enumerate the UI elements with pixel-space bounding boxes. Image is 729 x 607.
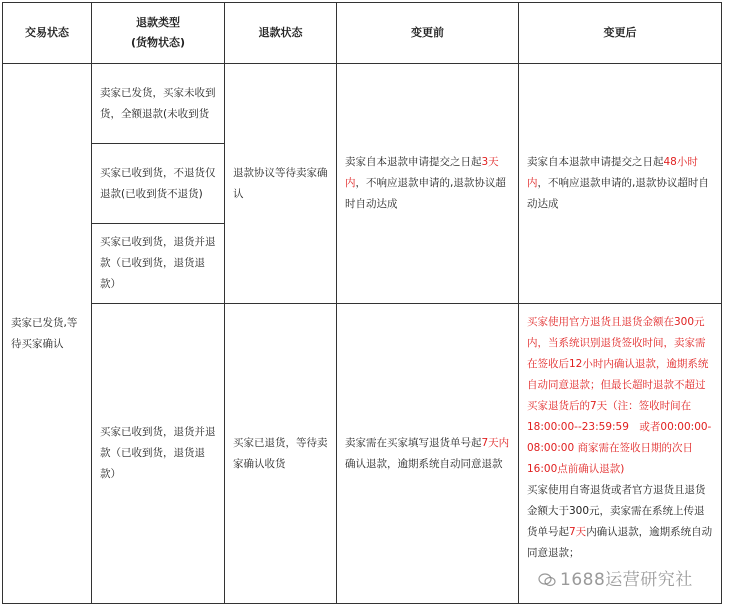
header-refund-status: 退款状态	[225, 3, 337, 64]
before-cell	[337, 304, 519, 604]
before-b-deadline: 7天内	[481, 436, 510, 449]
refund-type-cell: 卖家已发货，买家未收到货，全额退款(未收到货	[92, 64, 225, 144]
after-a-deadline: 48小时内	[527, 156, 698, 189]
header-refund-type-line1: 退款类型	[136, 16, 180, 29]
refund-rules-table	[2, 2, 722, 604]
after-cell	[519, 304, 722, 604]
after-b-self-return-rule: 买家使用自寄退货或者官方退货且退货金额大于300元，卖家需在系统上传退货单号起	[527, 484, 706, 538]
after-cell	[519, 64, 722, 304]
watermark-text: 1688运营研究社	[560, 570, 693, 590]
table-row	[3, 304, 722, 604]
after-b-official-return-rule: 买家使用官方退货且退货金额在300元内，当系统识别退货签收时间，卖家需在签收后12小时内确认退款，逾期系统自动同意退款；但最长超时退款不超过买家退货后的7天（注：签收时间在18:00:00--23:59:59 或者00:00:00-08:00:00 商家需在签收日期的次日16:00点前确认退款)	[527, 316, 712, 475]
refund-type-cell: 买家已收到货，退货并退款（已收到货，退货退款）	[92, 224, 225, 304]
header-trade-status: 交易状态	[3, 3, 92, 64]
header-after: 变更后	[519, 3, 722, 64]
refund-type-cell: 买家已收到货，不退货仅退款(已收到货不退货)	[92, 144, 225, 224]
after-a-text: 卖家自本退款申请提交之日起	[527, 156, 664, 168]
before-a-text: 卖家自本退款申请提交之日起	[345, 156, 482, 168]
before-cell	[337, 64, 519, 304]
trade-status-cell: 卖家已发货,等待买家确认	[3, 64, 92, 604]
before-a-deadline: 3天内	[345, 156, 499, 189]
header-refund-type	[92, 3, 225, 64]
refund-status-cell: 退款协议等待卖家确认	[225, 64, 337, 304]
table-row	[3, 64, 722, 144]
header-before: 变更前	[337, 3, 519, 64]
after-b-self-return-rule-end: 内确认退款，逾期系统自动同意退款；	[527, 526, 713, 559]
before-a-text-end: ，不响应退款申请的,退款协议超时自动达成	[345, 177, 506, 210]
after-b-deadline: 7天	[569, 526, 587, 538]
before-b-text: 卖家需在买家填写退货单号起	[345, 436, 482, 449]
refund-type-cell: 买家已收到货，退货并退款（已收到货，退货退款）	[92, 304, 225, 604]
header-refund-type-line2: (货物状态)	[130, 36, 186, 49]
header-row	[3, 3, 722, 64]
before-b-text-end: 确认退款，逾期系统自动同意退款	[345, 457, 503, 470]
refund-status-cell: 买家已退货，等待卖家确认收货	[225, 304, 337, 604]
after-a-text-end: ，不响应退款申请的,退款协议超时自动达成	[527, 177, 709, 210]
